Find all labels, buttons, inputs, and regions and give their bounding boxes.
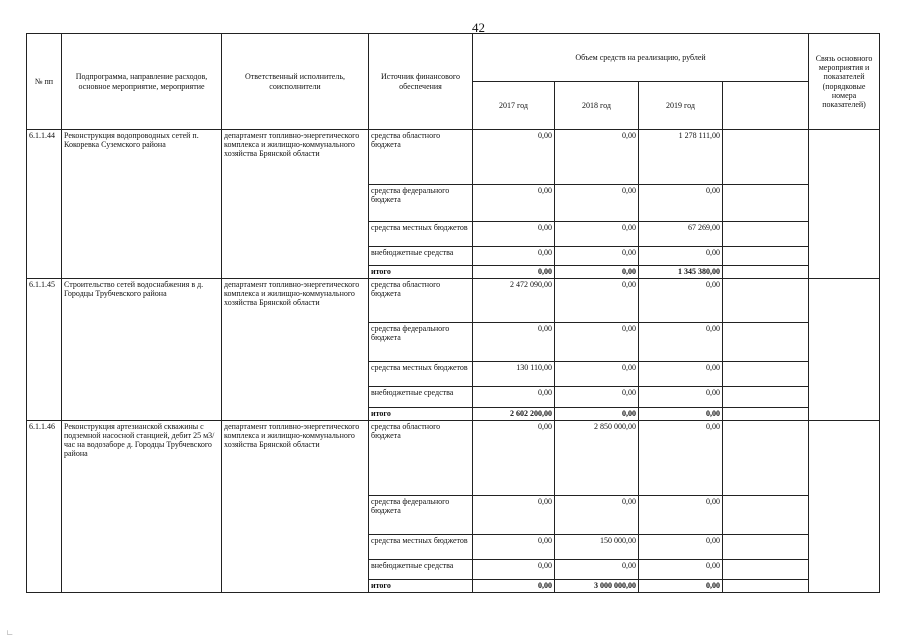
value-cell-2018: 150 000,00 <box>555 535 639 560</box>
table-row <box>27 130 880 185</box>
empty-year-cell <box>723 279 809 323</box>
header-year-extra <box>723 82 809 130</box>
empty-year-cell <box>723 420 809 495</box>
value-cell-2018: 0,00 <box>555 560 639 580</box>
empty-year-cell <box>723 184 809 222</box>
link-cell <box>809 130 880 279</box>
entry-num: 6.1.1.46 <box>27 420 62 592</box>
source-cell: внебюджетные средства <box>369 560 473 580</box>
header-source: Источник финансового обеспечения <box>369 34 473 130</box>
value-cell-2018: 0,00 <box>555 407 639 420</box>
value-cell-2019: 0,00 <box>639 323 723 362</box>
empty-year-cell <box>723 580 809 593</box>
entry-executor: департамент топливно-энергетического комплекса и жилищно-коммунального хозяйства Брянской области <box>222 279 369 421</box>
value-cell-2018: 0,00 <box>555 247 639 266</box>
empty-year-cell <box>723 560 809 580</box>
value-cell-2018: 0,00 <box>555 222 639 247</box>
empty-year-cell <box>723 535 809 560</box>
value-cell-2017: 0,00 <box>473 580 555 593</box>
value-cell-2019: 0,00 <box>639 407 723 420</box>
header-year-2017: 2017 год <box>473 82 555 130</box>
value-cell-2019: 1 278 111,00 <box>639 130 723 185</box>
entry-num: 6.1.1.44 <box>27 130 62 279</box>
source-cell: средства областного бюджета <box>369 420 473 495</box>
empty-year-cell <box>723 407 809 420</box>
entry-title: Строительство сетей водоснабжения в д. Городцы Трубчевского района <box>62 279 222 421</box>
value-cell-2019: 0,00 <box>639 580 723 593</box>
source-cell: внебюджетные средства <box>369 247 473 266</box>
source-cell: внебюджетные средства <box>369 387 473 408</box>
value-cell-2018: 0,00 <box>555 279 639 323</box>
value-cell-2018: 0,00 <box>555 266 639 279</box>
header-year-2019: 2019 год <box>639 82 723 130</box>
value-cell-2019: 0,00 <box>639 420 723 495</box>
header-link: Связь основного мероприятия и показателей (порядковые номера показателей) <box>809 34 880 130</box>
value-cell-2018: 0,00 <box>555 323 639 362</box>
source-cell: средства местных бюджетов <box>369 222 473 247</box>
value-cell-2017: 0,00 <box>473 184 555 222</box>
link-cell <box>809 420 880 592</box>
source-cell: средства федерального бюджета <box>369 184 473 222</box>
value-cell-2017: 0,00 <box>473 323 555 362</box>
header-volume: Объем средств на реализацию, рублей <box>473 34 809 82</box>
source-cell: средства федерального бюджета <box>369 323 473 362</box>
header-executor: Ответственный исполнитель, соисполнители <box>222 34 369 130</box>
empty-year-cell <box>723 130 809 185</box>
entry-executor: департамент топливно-энергетического комплекса и жилищно-коммунального хозяйства Брянской области <box>222 420 369 592</box>
value-cell-2019: 0,00 <box>639 279 723 323</box>
value-cell-2018: 2 850 000,00 <box>555 420 639 495</box>
margin-mark: ∟ <box>6 628 14 637</box>
value-cell-2019: 0,00 <box>639 535 723 560</box>
table-row <box>27 420 880 495</box>
header-year-2018: 2018 год <box>555 82 639 130</box>
empty-year-cell <box>723 222 809 247</box>
header-program: Подпрограмма, направление расходов, основное мероприятие, мероприятие <box>62 34 222 130</box>
value-cell-2017: 0,00 <box>473 560 555 580</box>
source-cell: итого <box>369 407 473 420</box>
value-cell-2018: 3 000 000,00 <box>555 580 639 593</box>
source-cell: итого <box>369 266 473 279</box>
value-cell-2017: 0,00 <box>473 496 555 535</box>
value-cell-2018: 0,00 <box>555 130 639 185</box>
link-cell <box>809 279 880 421</box>
value-cell-2019: 0,00 <box>639 184 723 222</box>
value-cell-2017: 0,00 <box>473 535 555 560</box>
value-cell-2017: 0,00 <box>473 420 555 495</box>
empty-year-cell <box>723 387 809 408</box>
value-cell-2019: 0,00 <box>639 560 723 580</box>
empty-year-cell <box>723 323 809 362</box>
value-cell-2017: 0,00 <box>473 222 555 247</box>
value-cell-2019: 0,00 <box>639 496 723 535</box>
empty-year-cell <box>723 496 809 535</box>
value-cell-2018: 0,00 <box>555 184 639 222</box>
source-cell: итого <box>369 580 473 593</box>
value-cell-2018: 0,00 <box>555 387 639 408</box>
source-cell: средства областного бюджета <box>369 130 473 185</box>
value-cell-2018: 0,00 <box>555 361 639 386</box>
source-cell: средства федерального бюджета <box>369 496 473 535</box>
value-cell-2017: 2 472 090,00 <box>473 279 555 323</box>
source-cell: средства местных бюджетов <box>369 361 473 386</box>
table-row <box>27 279 880 323</box>
source-cell: средства областного бюджета <box>369 279 473 323</box>
value-cell-2019: 0,00 <box>639 387 723 408</box>
funding-table <box>26 33 880 593</box>
value-cell-2017: 0,00 <box>473 130 555 185</box>
value-cell-2019: 67 269,00 <box>639 222 723 247</box>
entry-executor: департамент топливно-энергетического комплекса и жилищно-коммунального хозяйства Брянской области <box>222 130 369 279</box>
value-cell-2017: 2 602 200,00 <box>473 407 555 420</box>
empty-year-cell <box>723 247 809 266</box>
value-cell-2017: 130 110,00 <box>473 361 555 386</box>
value-cell-2019: 0,00 <box>639 247 723 266</box>
source-cell: средства местных бюджетов <box>369 535 473 560</box>
value-cell-2017: 0,00 <box>473 266 555 279</box>
page-number: 42 <box>472 20 485 35</box>
entry-title: Реконструкция артезианской скважины с подземной насосной станцией, дебит 25 м3/час на водозаборе д. Городцы Трубчевского района <box>62 420 222 592</box>
value-cell-2017: 0,00 <box>473 387 555 408</box>
empty-year-cell <box>723 361 809 386</box>
entry-num: 6.1.1.45 <box>27 279 62 421</box>
header-num: № пп <box>27 34 62 130</box>
value-cell-2017: 0,00 <box>473 247 555 266</box>
value-cell-2019: 1 345 380,00 <box>639 266 723 279</box>
empty-year-cell <box>723 266 809 279</box>
value-cell-2018: 0,00 <box>555 496 639 535</box>
value-cell-2019: 0,00 <box>639 361 723 386</box>
entry-title: Реконструкция водопроводных сетей п. Кокоревка Суземского района <box>62 130 222 279</box>
